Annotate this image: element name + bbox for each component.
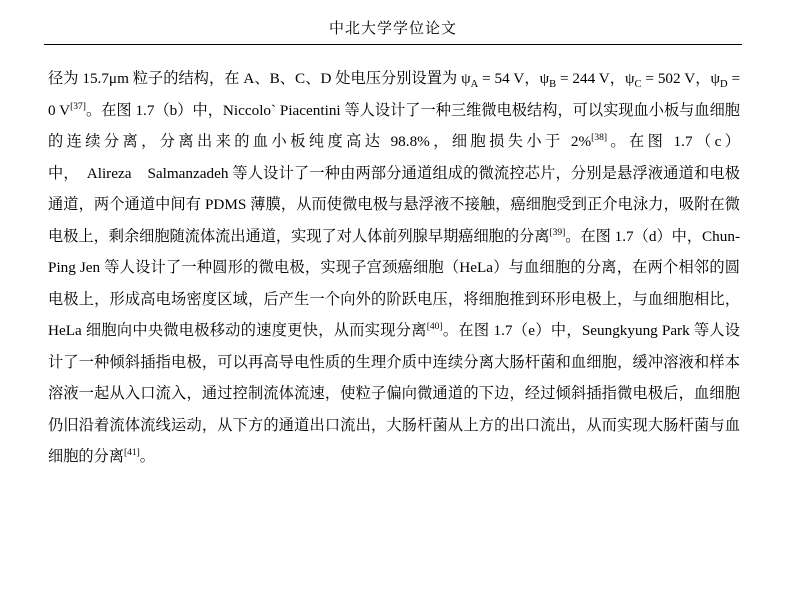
page-header-title: 中北大学学位论文 <box>328 21 457 37</box>
page-header <box>0 0 786 44</box>
body-paragraph: 径为 15.7μm 粒子的结构，在 A、B、C、D 处电压分别设置为 $\psi_A = 54$ V，$\psi_B = 244$ V，$\psi_C = 502$ V，$\psi_D = 0$ V[37]。在图 1.7（b）中，Niccolo` Piacentini 等人设计了一种三维微电极结构，可以实现血小板与血细胞的连续分离，分离出来的血小板纯度高达 98.8%，细胞损失小于 2%[38]。在图 1.7（c）中， Alireza Salmanzadeh 等人设计了一种由两部分通道组成的微流控芯片，分别是悬浮液通道和电极通道，两个通道中间有 PDMS 薄膜，从而使微电极与悬浮液不接触，癌细胞受到正介电泳力，吸附在微电极上，剩余细胞随流体流出通道，实现了对人体前列腺早期癌细胞的分离[39]。在图 1.7（d）中，Chun-Ping Jen 等人设计了一种圆形的微电极，实现子宫颈癌细胞（HeLa）与血细胞的分离，在两个相邻的圆电极上，形成高电场密度区域，后产生一个向外的阶跃电压，将细胞推到环形电极上，与血细胞相比，HeLa 细胞向中央微电极移动的速度更快，从而实现分离[40]。在图 1.7（e）中，Seungkyung Park 等人设计了一种倾斜插指电极，可以再高导电性质的生理介质中连续分离大肠杆菌和血细胞，缓冲溶液和样本溶液一起从入口流入，通过控制流体流速，使粒子偏向微通道的下边，经过倾斜插指微电极后，血细胞仍旧沿着流体流线运动，从下方的通道出口流出，大肠杆菌从上方的出口流出，从而实现大肠杆菌与血细胞的分离[41]。 <box>48 70 741 465</box>
document-body <box>0 45 786 473</box>
